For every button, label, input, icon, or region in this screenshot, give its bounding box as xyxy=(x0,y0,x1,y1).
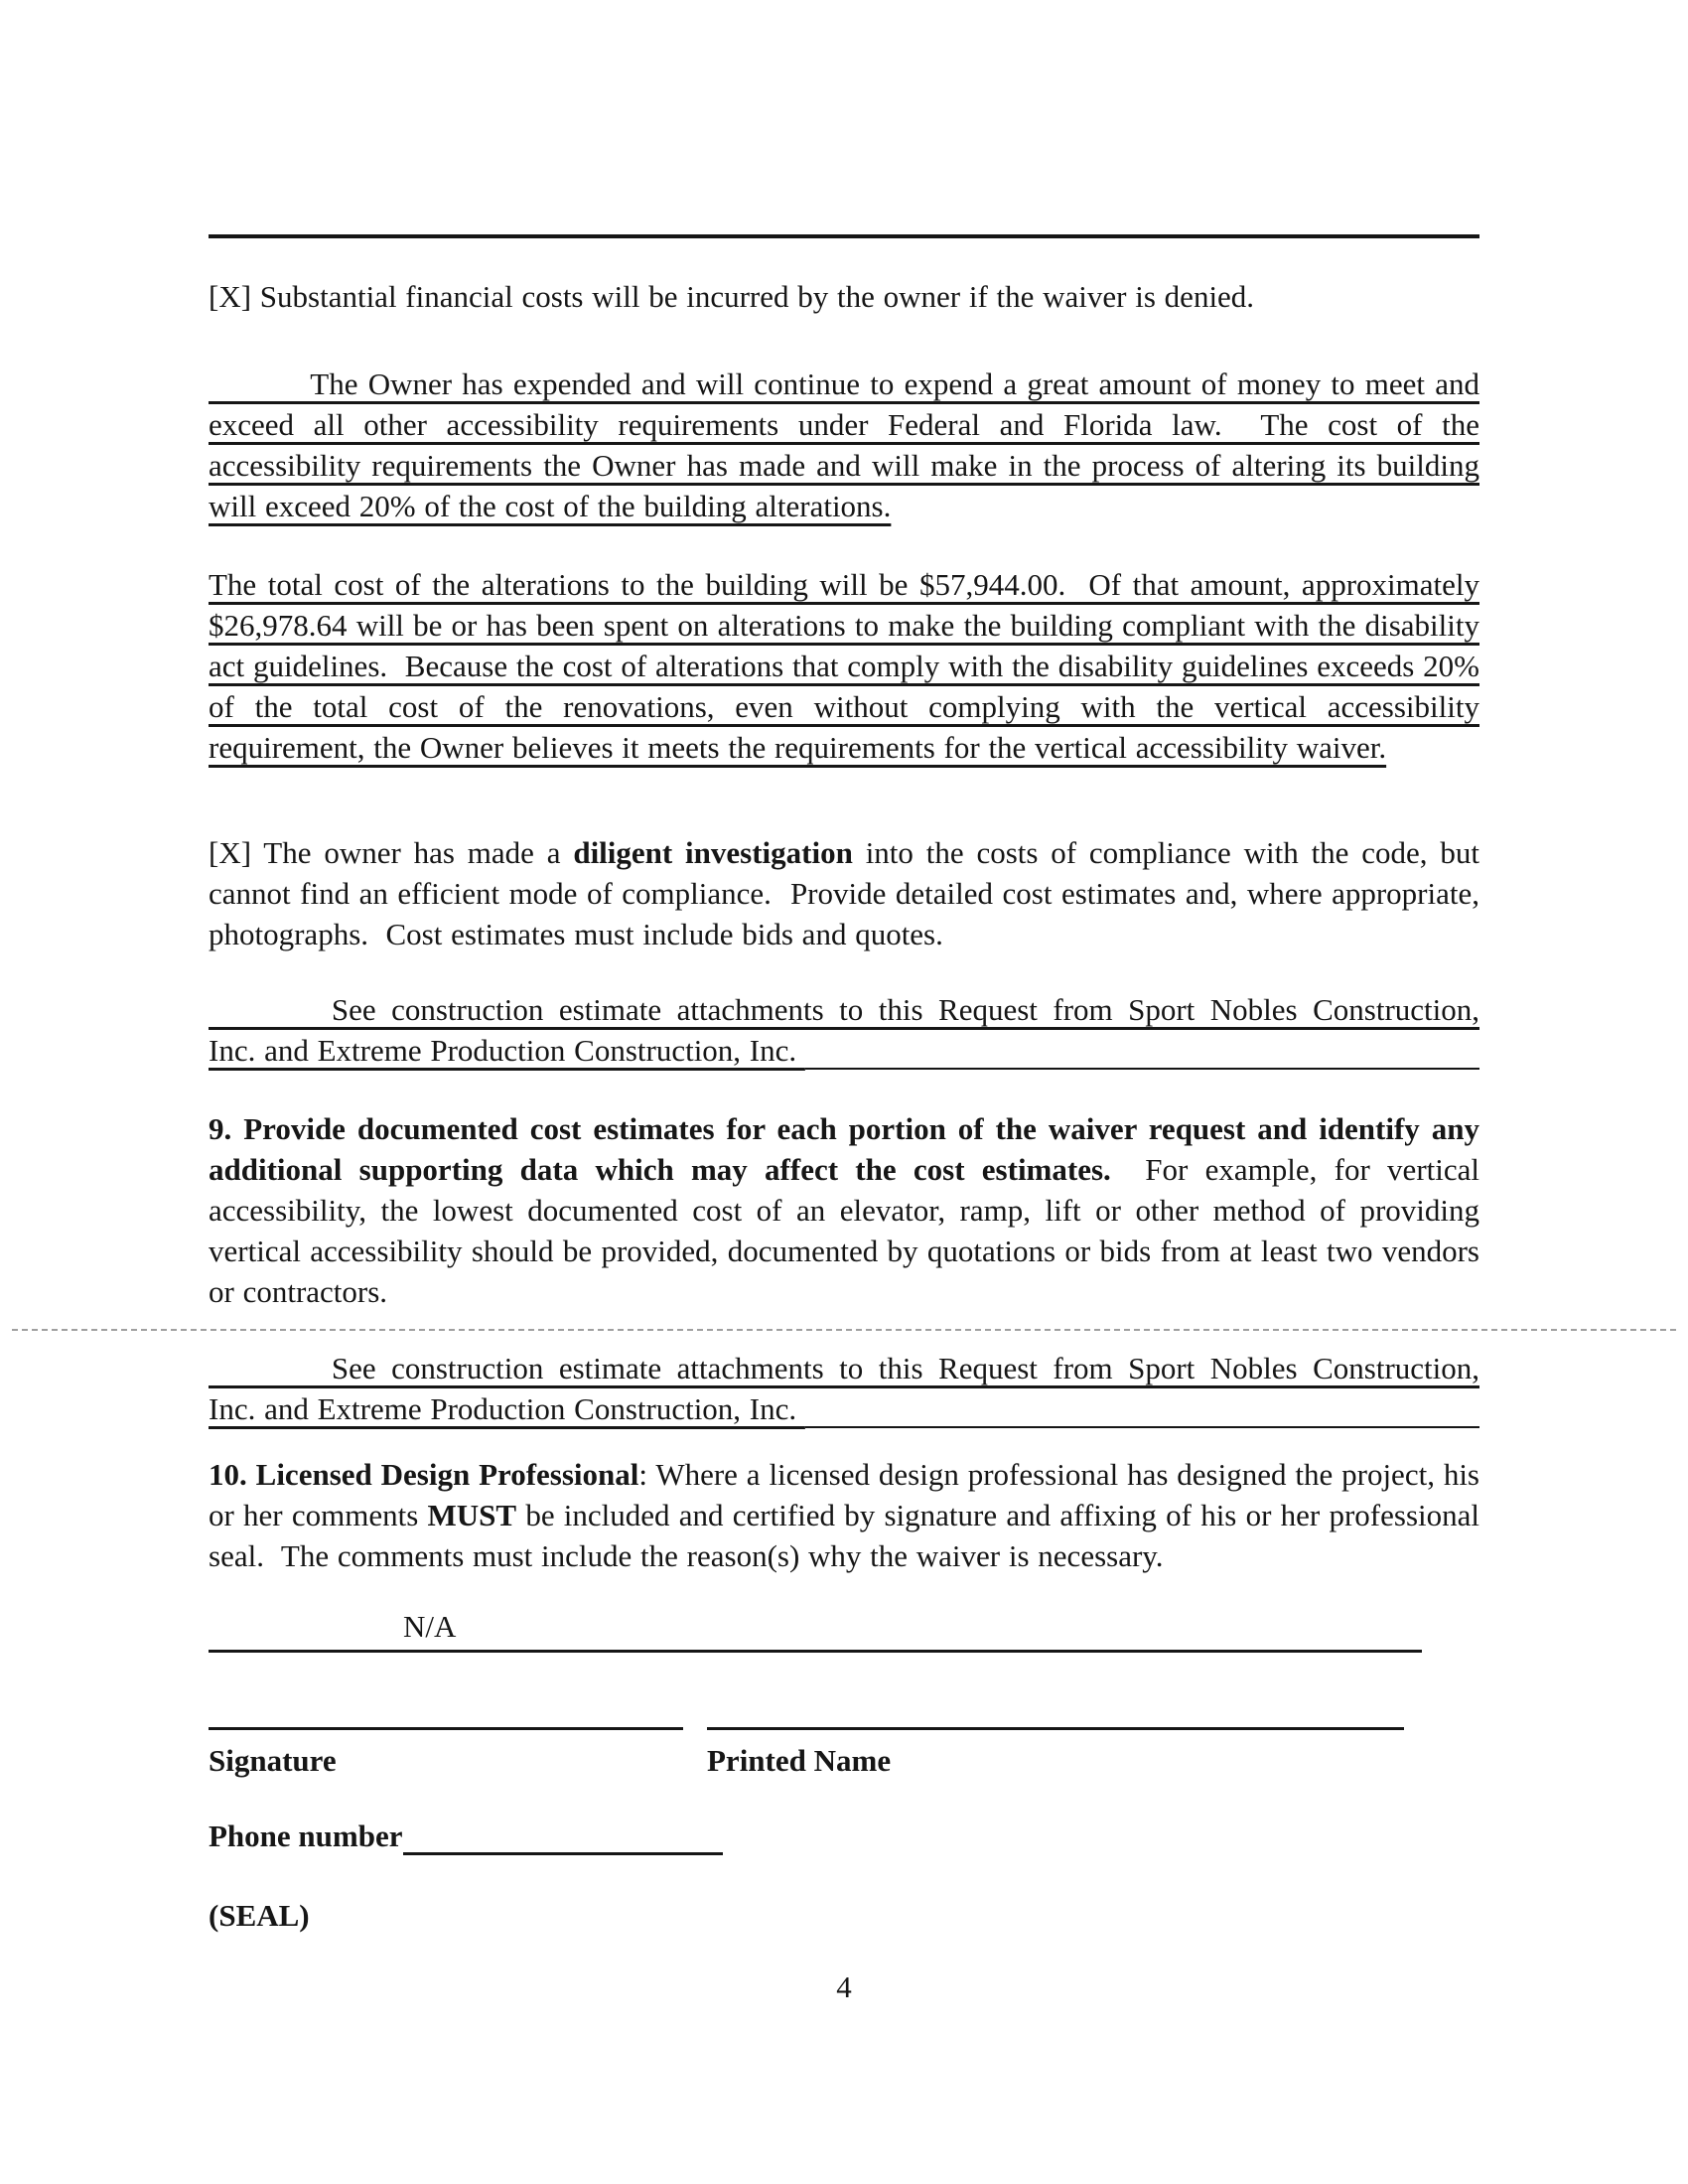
see-construction-line2: Inc. and Extreme Production Construction, Inc. xyxy=(209,1033,805,1068)
printed-name-blank-line xyxy=(707,1727,1404,1780)
signature-blank-line xyxy=(209,1727,683,1780)
text-run: [X] The owner has made a xyxy=(209,835,574,870)
para-total-cost: The total cost of the alterations to the building will be $57,944.00. Of that amount, approximately $26,978.64 will be or has been spent on alterations to make the building compliant with the disability act guidelines. Because the cost of alterations that comply with the disability guidelines exceeds 20% of the total cost of the renovations, even without complying with the vertical accessibility requirement, the Owner believes it meets the requirements for the vertical accessibility waiver. xyxy=(209,567,1479,765)
scan-artifact-dashed-line xyxy=(12,1329,1676,1331)
para-see-construction-2 xyxy=(209,1348,1479,1429)
design-professional-answer-line xyxy=(209,1609,1422,1653)
text-run: 9. Provide documented cost estimates for each portion of the waiver request and identify any additional supporting data which may affect the cost estimates. xyxy=(209,1111,1479,1187)
blank-line-fill xyxy=(805,1030,1479,1070)
phone-number-label: Phone number xyxy=(209,1819,403,1853)
see-construction-line2: Inc. and Extreme Production Construction, Inc. xyxy=(209,1391,805,1426)
phone-number-blank-line xyxy=(403,1852,723,1855)
see-construction-line1: See construction estimate attachments to this Request from Sport Nobles Construction, xyxy=(209,1351,1479,1385)
text-run: be included and certified by signature and affixing of his or her professional seal. The comments must include the reason(s) why the waiver is necessary. xyxy=(209,1498,1479,1573)
text-run: 10. xyxy=(209,1457,256,1492)
text-run: diligent investigation xyxy=(573,835,853,870)
see-construction-line2-row xyxy=(209,1030,1479,1071)
para-owner-expended: The Owner has expended and will continue to expend a great amount of money to meet and exceed all other accessibility requirements under Federal and Florida law. The cost of the accessibility requirements the Owner has made and will make in the process of altering its building will exceed 20% of the cost of the building alterations. xyxy=(209,366,1479,523)
item-10-licensed-design-professional xyxy=(209,1454,1479,1576)
see-construction-line1: See construction estimate attachments to this Request from Sport Nobles Construction, xyxy=(209,992,1479,1027)
text-run: : Where a licensed design professional has designed the project, his or her comments xyxy=(209,1457,1479,1532)
na-answer: N/A xyxy=(403,1609,457,1644)
signature-label: Signature xyxy=(209,1743,337,1778)
item-9-cost-estimates xyxy=(209,1108,1479,1312)
text-run: into the costs of compliance with the code, but cannot find an efficient mode of compliance. Provide detailed cost estimates and, where appropriate, photographs. Cost estimates must include bids and quotes. xyxy=(209,835,1479,951)
text-run: Licensed Design Professional xyxy=(255,1457,639,1492)
printed-name-label: Printed Name xyxy=(707,1743,892,1778)
checklist-item-diligent-investigation xyxy=(209,832,1479,954)
text-run: MUST xyxy=(427,1498,517,1532)
page-number: 4 xyxy=(836,1969,852,2004)
checklist-item-financial-costs: [X] Substantial financial costs will be incurred by the owner if the waiver is denied. xyxy=(209,279,1255,314)
para-see-construction-1 xyxy=(209,989,1479,1071)
top-horizontal-rule xyxy=(209,234,1479,238)
seal-label: (SEAL) xyxy=(209,1898,310,1933)
signature-block xyxy=(209,1727,1479,1780)
see-construction-line2-row xyxy=(209,1388,1479,1429)
blank-line-fill xyxy=(805,1388,1479,1428)
text-run: For example, for vertical accessibility, the lowest documented cost of an elevator, ramp, lift or other method of providing vertical accessibility should be provided, documented by quotations or bids from at least two vendors or contractors. xyxy=(209,1152,1480,1309)
phone-number-row xyxy=(209,1816,723,1856)
